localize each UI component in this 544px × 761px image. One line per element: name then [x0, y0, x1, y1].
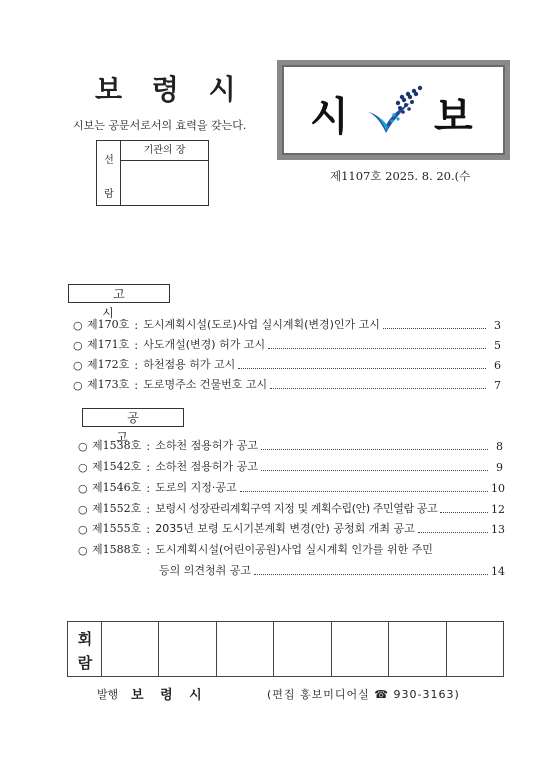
review-label-top: 회: [77, 630, 93, 648]
notice-row[interactable]: [73, 316, 501, 332]
announcement-row[interactable]: [78, 541, 503, 557]
review-label: [68, 622, 102, 676]
circulation-box: [96, 140, 209, 206]
leader-dots: [254, 574, 488, 575]
leader-dots: [261, 449, 488, 450]
notice-number: 제172호: [87, 358, 130, 371]
circulation-side-top: 선: [104, 155, 114, 166]
notice-page: 5: [494, 339, 501, 352]
announcement-row[interactable]: [78, 458, 503, 474]
announcement-page: 9: [496, 461, 503, 474]
announcement-title: 도시계획시설(어린이공원)사업 실시계획 인가를 위한 주민: [155, 543, 433, 556]
review-cell: [274, 622, 331, 676]
review-table: [67, 621, 504, 677]
separator: :: [134, 339, 139, 352]
bullet-icon: ○: [78, 503, 88, 516]
publisher-label: 발행: [97, 688, 119, 701]
announcement-number: 제1555호: [92, 522, 142, 535]
notice-number: 제171호: [87, 338, 130, 351]
contact-info: (편집 홍보미디어실 ☎ 930-3163): [267, 688, 460, 701]
issue-number-date: 제1107호 2025. 8. 20.(수: [330, 169, 471, 183]
announcement-title-continued: 등의 의견청취 공고: [159, 564, 252, 577]
bullet-icon: ○: [73, 359, 83, 372]
bullet-icon: ○: [78, 482, 88, 495]
announcement-number: 제1546호: [92, 481, 142, 494]
bullet-icon: ○: [78, 523, 88, 536]
leader-dots: [240, 491, 488, 492]
leader-dots: [418, 532, 488, 533]
announcement-page: 8: [496, 440, 503, 453]
bullet-icon: ○: [78, 461, 88, 474]
separator: :: [134, 379, 139, 392]
bullet-icon: ○: [73, 379, 83, 392]
announcement-row-continued[interactable]: [159, 562, 503, 578]
notice-page: 6: [494, 359, 501, 372]
bullet-icon: ○: [73, 319, 83, 332]
publisher-name: 보 령 시: [131, 688, 208, 703]
gazette-logo-inner: [282, 65, 505, 155]
logo-left-char: 시: [310, 94, 349, 140]
separator: :: [146, 503, 151, 516]
announcement-row[interactable]: [78, 479, 503, 495]
announcement-number: 제1542호: [92, 460, 142, 473]
notice-number: 제173호: [87, 378, 130, 391]
announcement-title: 도로의 지정·공고: [155, 481, 237, 494]
announcement-row[interactable]: [78, 500, 503, 516]
leader-dots: [238, 368, 486, 369]
notices-heading: 고 시: [68, 284, 170, 303]
leader-dots: [440, 512, 488, 513]
review-cell: [159, 622, 216, 676]
announcement-row[interactable]: [78, 437, 503, 453]
review-cell: [102, 622, 159, 676]
announcements-heading: 공 고: [82, 408, 184, 427]
review-cell: [332, 622, 389, 676]
announcement-number: 제1538호: [92, 439, 142, 452]
review-cell: [389, 622, 446, 676]
leader-dots: [268, 348, 486, 349]
leader-dots: [261, 470, 488, 471]
announcement-page: 10: [491, 482, 505, 495]
announcement-page: 12: [491, 503, 505, 516]
notice-title: 도시계획시설(도로)사업 실시계획(변경)인가 고시: [143, 318, 380, 331]
city-title: 보 령 시: [95, 73, 246, 106]
announcement-title: 2035년 보령 도시기본계획 변경(안) 공청회 개최 공고: [155, 522, 415, 535]
bullet-icon: ○: [73, 339, 83, 352]
separator: :: [146, 523, 151, 536]
bullet-icon: ○: [78, 544, 88, 557]
gazette-subtitle: 시보는 공문서로서의 효력을 갖는다.: [73, 119, 247, 132]
separator: :: [146, 544, 151, 557]
notice-title: 도로명주소 건물번호 고시: [143, 378, 268, 391]
announcement-number: 제1552호: [92, 502, 142, 515]
circulation-side: [97, 141, 121, 205]
notice-page: 7: [494, 379, 501, 392]
separator: :: [146, 461, 151, 474]
announcement-title: 소하천 점용허가 공고: [155, 460, 258, 473]
announcement-page: 13: [491, 523, 505, 536]
logo-right-char: 보: [434, 94, 473, 140]
circulation-side-bottom: 람: [104, 189, 114, 200]
notice-page: 3: [494, 319, 501, 332]
notice-title: 사도개설(변경) 허가 고시: [143, 338, 266, 351]
separator: :: [134, 319, 139, 332]
notice-number: 제170호: [87, 318, 130, 331]
leader-dots: [383, 328, 486, 329]
circulation-head: 기관의 장: [121, 141, 208, 161]
review-cell: [217, 622, 274, 676]
emblem-icon: [364, 81, 426, 141]
notice-row[interactable]: [73, 356, 501, 372]
review-cell: [447, 622, 503, 676]
separator: :: [146, 482, 151, 495]
announcement-page: 14: [491, 565, 505, 578]
gazette-logo: [277, 60, 510, 160]
review-label-bottom: 람: [77, 654, 93, 672]
notice-title: 하천점용 허가 고시: [143, 358, 236, 371]
announcement-row[interactable]: [78, 520, 503, 536]
separator: :: [146, 440, 151, 453]
bullet-icon: ○: [78, 440, 88, 453]
leader-dots: [270, 388, 486, 389]
notice-row[interactable]: [73, 336, 501, 352]
announcement-number: 제1588호: [92, 543, 142, 556]
announcement-title: 소하천 점용허가 공고: [155, 439, 258, 452]
announcement-title: 보령시 성장관리계획구역 지정 및 계획수립(안) 주민열람 공고: [155, 502, 438, 515]
notice-row[interactable]: [73, 376, 501, 392]
separator: :: [134, 359, 139, 372]
